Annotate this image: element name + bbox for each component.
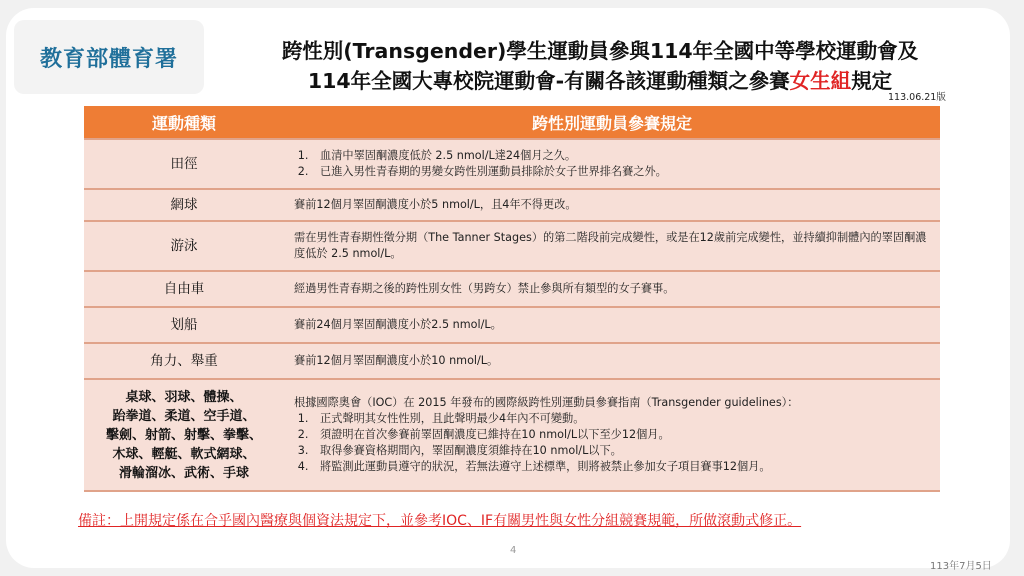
table-row [84,139,940,189]
header-sport: 運動種類 [84,106,284,139]
page-number: 4 [510,545,517,556]
note-text: 備註：上開規定係在合乎國內醫療與個資法規定下，並參考IOC、IF有關男性與女性分組競賽規範，所做滾動式修正。 [78,513,802,529]
version-label: 113.06.21版 [888,92,946,103]
rule-item: 3. 取得參賽資格期間內，睪固酮濃度須維持在10 nmol/L以下。 [312,443,934,459]
rule-item: 2. 已進入男性青春期的男變女跨性別運動員排除於女子世界排名賽之外。 [312,164,934,180]
title-line-2-pre: 114年全國大專校院運動會-有關各該運動種類之參賽 [307,69,790,93]
sport-cell: 角力、舉重 [84,343,284,379]
sport-line: 滑輪溜冰、武術、手球 [118,465,249,481]
sport-cell: 自由車 [84,271,284,307]
sport-cell: 網球 [84,189,284,221]
sport-line: 木球、輕艇、軟式網球、 [112,446,256,462]
table-row [84,271,940,307]
table-header-row [84,106,940,139]
table-row [84,189,940,221]
rule-item: 1. 血清中睪固酮濃度低於 2.5 nmol/L達24個月之久。 [312,148,934,164]
logo-text: 教育部體育署 [39,46,178,72]
sport-cell: 游泳 [84,221,284,271]
rule-item: 1. 正式聲明其女性性別，且此聲明最少4年內不可變動。 [312,411,934,427]
table-row [84,379,940,491]
title-highlight: 女生組 [789,69,852,93]
title-line-2 [210,64,990,94]
rule-cell: 賽前12個月睪固酮濃度小於5 nmol/L，且4年不得更改。 [284,189,940,221]
rule-item: 4. 將監測此運動員遵守的狀況，若無法遵守上述標準，則將被禁止參加女子項目賽事12個月。 [312,459,934,475]
rule-cell [284,139,940,189]
rule-cell [284,379,940,491]
sport-line: 桌球、羽球、體操、 [125,389,243,405]
rule-intro: 根據國際奧會（IOC）在 2015 年發布的國際級跨性別運動員參賽指南（Transgender guidelines）： [294,396,799,409]
sport-line: 擊劍、射箭、射擊、拳擊、 [105,427,262,443]
title-line-2-post: 規定 [851,69,893,93]
rules-table [84,106,940,492]
sport-cell-multi [84,379,284,491]
sport-cell: 田徑 [84,139,284,189]
table-row [84,221,940,271]
sport-cell: 划船 [84,307,284,343]
rule-cell: 需在男性青春期性徵分期（The Tanner Stages）的第二階段前完成變性，或是在12歲前完成變性，並持續抑制體內的睪固酮濃度低於 2.5 nmol/L。 [284,221,940,271]
footer-date: 113年7月5日 [930,561,992,572]
sport-line: 跆拳道、柔道、空手道、 [112,408,256,424]
rule-cell: 經過男性青春期之後的跨性別女性（男跨女）禁止參與所有類型的女子賽事。 [284,271,940,307]
rule-item: 2. 須證明在首次參賽前睪固酮濃度已維持在10 nmol/L以下至少12個月。 [312,427,934,443]
table-row [84,343,940,379]
title-line-1: 跨性別(Transgender)學生運動員參與114年全國中等學校運動會及 [281,39,919,63]
logo-box [14,20,204,94]
rule-cell: 賽前12個月睪固酮濃度小於10 nmol/L。 [284,343,940,379]
table-row [84,307,940,343]
header-rules: 跨性別運動員參賽規定 [284,106,940,139]
rule-cell: 賽前24個月睪固酮濃度小於2.5 nmol/L。 [284,307,940,343]
